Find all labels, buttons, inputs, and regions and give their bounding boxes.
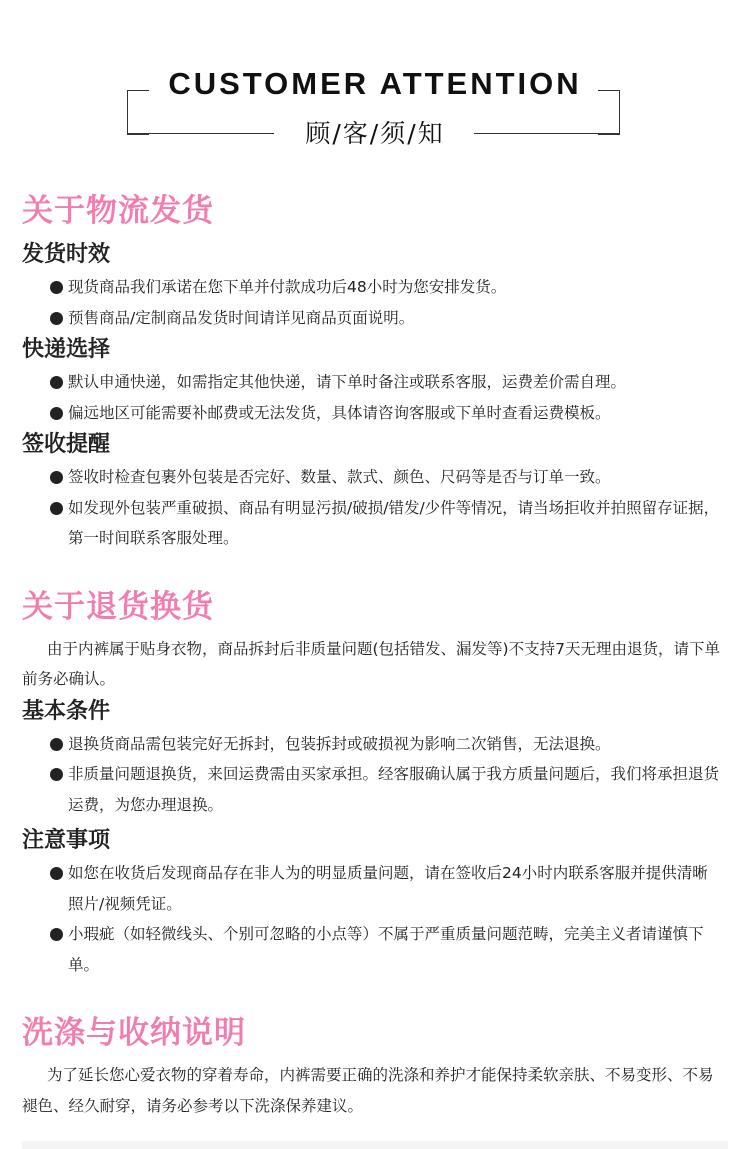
list-item	[22, 272, 722, 303]
list-item	[22, 367, 722, 398]
courier-subtitle: 快递选择	[22, 337, 111, 362]
bullet-icon	[50, 376, 63, 389]
list-item	[22, 729, 722, 760]
basic-conditions-list	[22, 729, 722, 821]
chinese-title	[0, 114, 750, 150]
bullet-icon	[50, 312, 63, 325]
bullet-icon	[50, 502, 63, 515]
notes-list	[22, 858, 722, 980]
bullet-icon	[50, 471, 63, 484]
list-item	[22, 303, 722, 334]
list-item-text: 预售商品/定制商品发货时间请详见商品页面说明。	[68, 308, 415, 327]
bullet-icon	[50, 738, 63, 751]
list-item-text: 偏远地区可能需要补邮费或无法发货，具体请咨询客服或下单时查看运费模板。	[68, 403, 611, 422]
shipping-time-list	[22, 272, 722, 333]
courier-list	[22, 367, 722, 428]
shipping-time-subtitle: 发货时效	[22, 242, 111, 267]
notes-subtitle: 注意事项	[22, 828, 111, 853]
returns-section	[22, 584, 722, 981]
list-item-text: 如发现外包装严重破损、商品有明显污损/破损/错发/少件等情况，请当场拒收并拍照留存证据，第一时间联系客服处理。	[68, 498, 720, 547]
list-item-text: 如您在收货后发现商品存在非人为的明显质量问题，请在签收后24小时内联系客服并提供清晰照片/视频凭证。	[68, 864, 708, 913]
list-item-text: 现货商品我们承诺在您下单并付款成功后48小时为您安排发货。	[68, 278, 507, 296]
basic-conditions-subtitle: 基本条件	[22, 698, 111, 724]
logistics-title: 关于物流发货	[22, 193, 214, 229]
chinese-title-text: 顾/客/须/知	[299, 119, 450, 148]
page-header	[0, 0, 750, 150]
bullet-icon	[50, 867, 63, 880]
list-item	[22, 493, 722, 554]
washing-title: 洗涤与收纳说明	[22, 1015, 246, 1051]
logistics-section	[22, 188, 722, 554]
bullet-icon	[50, 281, 63, 294]
list-item	[22, 858, 722, 919]
list-item-text: 非质量问题退换货，来回运费需由买家承担。经客服确认属于我方质量问题后，我们将承担退货运费，为您办理退换。	[68, 765, 720, 814]
list-item-text: 小瑕疵（如轻微线头、个别可忽略的小点等）不属于严重质量问题范畴，完美主义者请谨慎下单。	[68, 925, 704, 974]
list-item	[22, 759, 722, 820]
washing-intro: 为了延长您心爱衣物的穿着寿命，内裤需要正确的洗涤和养护才能保持柔软亲肤、不易变形、不易褪色、经久耐穿，请务必参考以下洗涤保养建议。	[22, 1066, 714, 1115]
list-item	[22, 398, 722, 429]
washing-section	[22, 1010, 722, 1121]
list-item-text: 默认申通快递，如需指定其他快递，请下单时备注或联系客服，运费差价需自理。	[68, 373, 627, 391]
notice-content	[22, 188, 722, 1121]
list-item	[22, 919, 722, 980]
receipt-list	[22, 462, 722, 554]
english-title: CUSTOMER ATTENTION	[168, 66, 582, 101]
returns-title: 关于退货换货	[22, 588, 214, 625]
list-item-text: 签收时检查包裹外包装是否完好、数量、款式、颜色、尺码等是否与订单一致。	[68, 468, 611, 486]
receipt-subtitle: 签收提醒	[22, 432, 111, 457]
list-item	[22, 462, 722, 493]
bullet-icon	[50, 407, 63, 420]
bullet-icon	[50, 768, 63, 781]
bullet-icon	[50, 928, 63, 941]
list-item-text: 退换货商品需包装完好无拆封，包装拆封或破损视为影响二次销售，无法退换。	[68, 734, 611, 753]
returns-intro: 由于内裤属于贴身衣物，商品拆封后非质量问题(包括错发、漏发等)不支持7天无理由退货，请下单前务必确认。	[22, 639, 720, 688]
footer-divider	[22, 1141, 728, 1149]
